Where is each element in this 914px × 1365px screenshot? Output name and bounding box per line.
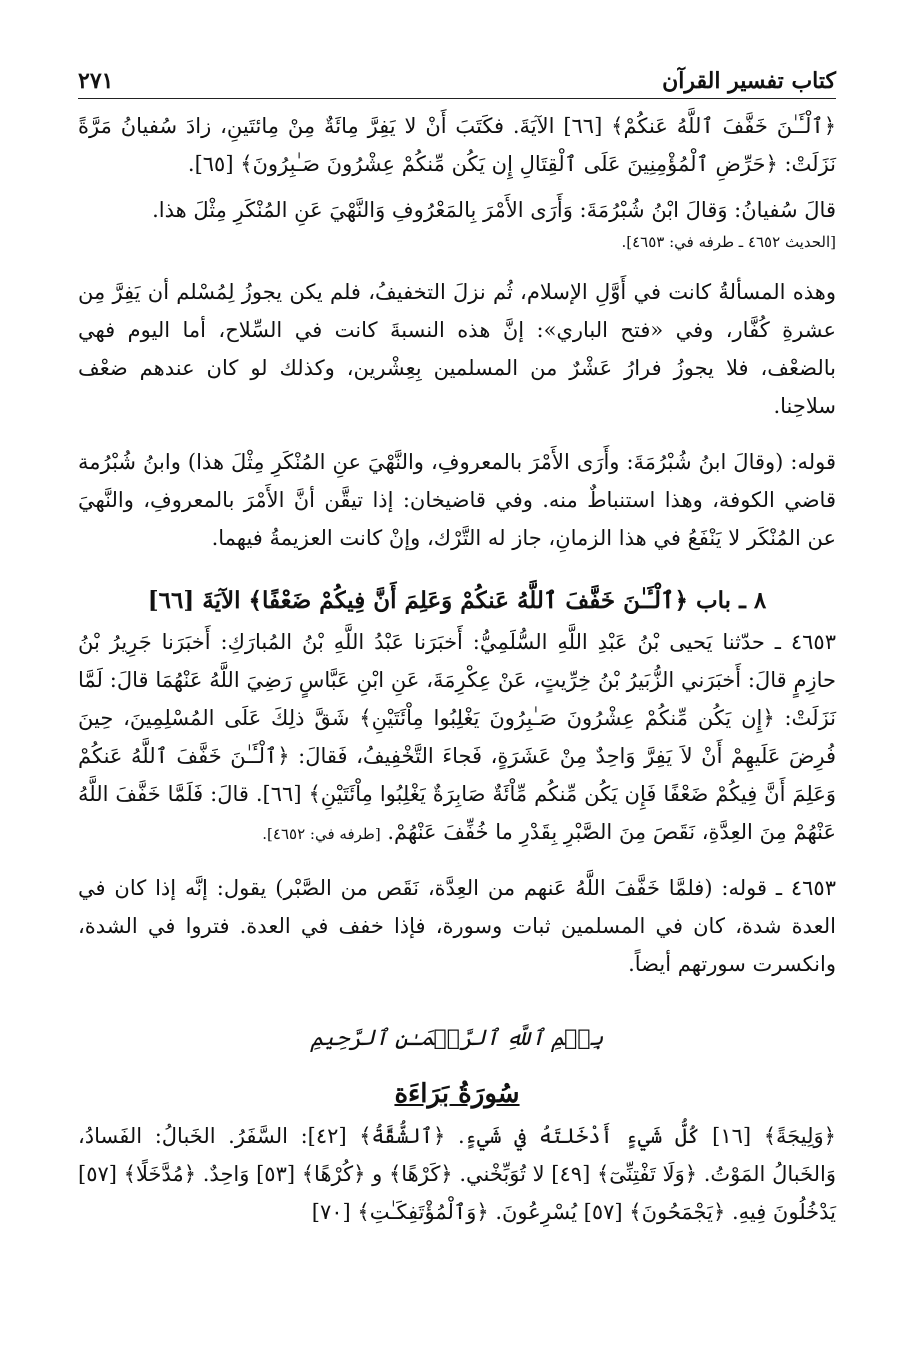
paragraph-verse-66: ﴿ٱلْـَٔـٰنَ خَفَّفَ ٱللَّهُ عَنكُمْ﴾ [٦٦] الآيَةَ. فكَتَبَ أَنْ لا يَفِرَّ مِائَةٌ مِنْ مِائتَينِ، زادَ سُفيانُ مَرَّةً نَزَلَتْ: ﴿حَرِّضِ ٱلْمُؤْمِنِينَ عَلَى ٱلْقِتَالِ إِن يَكُن مِّنكُمْ عِشْرُونَ صَـٰبِرُونَ﴾ [٦٥]. [78, 114, 837, 176]
paragraph-ibn-shubruma: قوله: (وقالَ ابنُ شُبْرُمَةَ: وأَرَى الأَمْرَ بالمعروفِ، والنَّهْيَ عنِ المُنْكَرِ مِثْلَ هذا) وابنُ شُبْرُمة قاضي الكوفة، وهذا استنباطٌ منه. وفي قاضيخان: إذا تيقَّن أنَّ الأَمْرَ بالمعروفِ، والنَّهيَ عن المُنْكَر لا يَنْفَعُ في هذا الزمانِ، جاز له التَّرْك، وإنْ كانت العزيمةُ فيهما. [78, 450, 836, 550]
hadith-4653-reference: [طرفه في: ٤٦٥٢]. [262, 825, 381, 843]
chapter-heading: ٨ ـ باب ﴿ٱلْـَٔـٰنَ خَفَّفَ ٱللَّهُ عَنكُمْ وَعَلِمَ أَنَّ فِيكُمْ ضَعْفًا﴾ الآيَةَ [٦٦] [147, 587, 767, 614]
page-number: ٢٧١ [78, 68, 114, 94]
paragraph-surah-vocabulary: ﴿وَلِيجَةً﴾ [١٦] كُلُّ شَيءٍ أَدْخَلتَهُ في شَيءٍ. ﴿ٱلشُّقَّةُ﴾ [٤٢]: السَّفَرُ. الخَبالُ: الفَسادُ، وَالخَبالُ المَوْتُ. ﴿وَلَا تَفْتِنِّىٓ﴾ [٤٩] لا تُوَبِّخْني. ﴿كَرْهًا﴾ و ﴿كُرْهًا﴾ [٥٣] وَاحِدٌ. ﴿مُدَّخَلًا﴾ [٥٧] يَدْخُلُونَ فِيهِ. ﴿يَجْمَحُونَ﴾ [٥٧] يُسْرِعُونَ. ﴿وَٱلْمُؤْتَفِكَـٰتِ﴾ [٧٠] [78, 1124, 837, 1224]
surah-title: سُورَةُ بَرَاءَة [394, 1079, 520, 1109]
paragraph-sufyan: قالَ سُفيانُ: وَقالَ ابْنُ شُبْرُمَةَ: وَأَرَى الأَمْرَ بِالمَعْرُوفِ وَالنَّهْيَ عَنِ المُنْكَرِ مِثْلَ هذا. [152, 198, 836, 222]
hadith-4653 [78, 623, 836, 851]
hadith-4653-text: ٤٦٥٣ ـ حدّثنا يَحيى بْنُ عَبْدِ اللَّهِ السُّلَمِيُّ: أَخبَرَنا عَبْدُ اللَّهِ بْنُ المُبارَكِ: أَخبَرَنا جَرِيرُ بْنُ حازِمٍ قالَ: أَخبَرَني الزُّبَيرُ بْنُ خِرِّيتٍ، عَنْ عِكْرِمَةَ، عَنِ ابْنِ عَبَّاسٍ رَضِيَ اللَّهُ عَنْهُمَا قالَ: لَمَّا نَزَلَتْ: ﴿إِن يَكُن مِّنكُمْ عِشْرُونَ صَـٰبِرُونَ يَغْلِبُوا مِاْئَتَيْنِ﴾ شَقَّ ذلِكَ عَلَى المُسْلِمِينَ، حِينَ فُرِضَ عَلَيهِمْ أَنْ لاَ يَفِرَّ وَاحِدٌ مِنْ عَشَرَةٍ، فَجاءَ التَّخْفِيفُ، فَقالَ: ﴿ٱلْـَٔـٰنَ خَفَّفَ ٱللَّهُ عَنكُمْ وَعَلِمَ أَنَّ فِيكُمْ ضَعْفًا فَإِن يَكُن مِّنكُم مِّاْئَةٌ صَابِرَةٌ يَغْلِبُوا مِاْئَتَيْنِ﴾ [٦٦]. قالَ: فَلَمَّا خَفَّفَ اللَّهُ عَنْهُمْ مِنَ العِدَّةِ، نَقَصَ مِنَ الصَّبْرِ بِقَدْرِ ما خُفِّفَ عَنْهُمْ. [78, 630, 836, 844]
paragraph-hadith-commentary: ٤٦٥٣ ـ قوله: (فلمَّا خَفَّفَ اللَّهُ عَنهم من العِدَّة، نَقَص من الصَّبْر) يقول: إنَّه إذا كان في العدة شدة، كان في المسلمين ثبات وسورة، فإذا خفف في العدة. فتروا في الشدة، وانكسرت سورتهم أيضاً. [78, 876, 836, 976]
book-title: كتاب تفسير القرآن [662, 68, 836, 94]
paragraph-commentary: وهذه المسألةُ كانت في أَوَّلِ الإسلام، ثُم نزلَ التخفيفُ، فلم يكن يجوزُ لِمُسْلم أن يَفِرَّ مِن عشرةِ كُفَّار، وفي «فتح الباري»: إنَّ هذه النسبةَ كانت في السِّلاح، أما اليوم فهي بالضعْف، فلا يجوزُ فرارُ عَشْرٌ من المسلمين بِعِشْرين، وكذلك لو كان عندهم ضعْف سلاحِنا. [78, 280, 836, 418]
basmala: بِسۡمِ ٱللَّهِ ٱلرَّحۡمَـٰنِ ٱلرَّحِيمِ [310, 1026, 604, 1051]
hadith-reference: [الحديث ٤٦٥٢ ـ طرفه في: ٤٦٥٣]. [621, 233, 836, 251]
page-header [78, 52, 836, 99]
